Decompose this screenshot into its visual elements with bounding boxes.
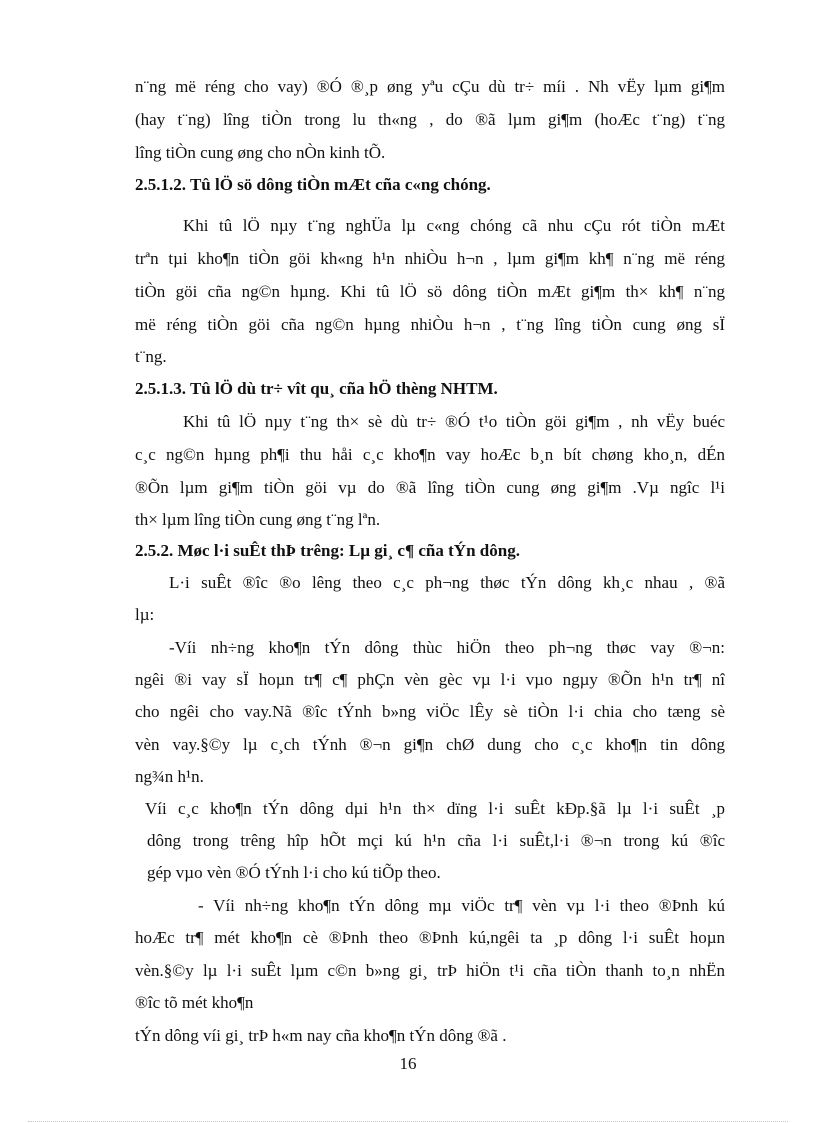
text-line: lîng tiÒn cung øng cho nÒn kinh tÕ. <box>135 143 386 162</box>
text-line: tÝn dông víi gi¸ trÞ h«m nay cña kho¶n tÝn dông ®ã . <box>135 1026 507 1045</box>
text-line: (hay t¨ng) lîng tiÒn trong lu th«ng , do ®ã lµm gi¶m (hoÆc t¨ng) t¨ng <box>135 110 725 129</box>
text-line: gép vµo vèn ®Ó tÝnh l·i cho kú tiÕp theo. <box>147 863 441 882</box>
text-line: ngêi ®i vay sÏ hoµn tr¶ c¶ phÇn vèn gèc vµ l·i vµo ngµy ®Õn h¹n tr¶ nî <box>135 670 725 689</box>
text-line: ®îc tõ mét kho¶n <box>135 993 254 1012</box>
text-line: lµ: <box>135 605 155 624</box>
text-line: më réng tiÒn göi cña ng©n hµng nhiÒu h¬n , t¨ng lîng tiÒn cung øng sÏ <box>135 315 725 334</box>
text-line: vèn vay.§©y lµ c¸ch tÝnh ®¬n gi¶n chØ dung cho c¸c kho¶n tin dông <box>135 735 725 754</box>
text-line: trªn tµi kho¶n tiÒn göi kh«ng h¹n nhiÒu h¬n , lµm gi¶m kh¶ n¨ng më réng <box>135 249 725 268</box>
text-line: n¨ng më réng cho vay) ®Ó ®¸p øng yªu cÇu dù tr÷ míi . Nh vËy lµm gi¶m <box>135 77 725 96</box>
text-line: Khi tû lÖ nµy t¨ng th× sè dù tr÷ ®Ó t¹o tiÒn göi gi¶m , nh vËy buéc <box>183 412 725 431</box>
text-line: ng¾n h¹n. <box>135 767 204 786</box>
text-line: t¨ng. <box>135 347 167 366</box>
page-bottom-divider <box>28 1121 788 1122</box>
text-line: th× lµm lîng tiÒn cung øng t¨ng lªn. <box>135 510 381 529</box>
text-line: vèn.§©y lµ l·i suÊt lµm c©n b»ng gi¸ trÞ hiÖn t¹i cña tiÒn thanh to¸n nhËn <box>135 961 725 980</box>
section-heading: 2.5.2. Møc l·i suÊt thÞ trêng: Lµ gi¸ c¶ cña tÝn dông. <box>135 541 520 560</box>
text-line: ®Õn lµm gi¶m tiÒn göi vµ do ®ã lîng tiÒn cung øng gi¶m .Vµ ngîc l¹i <box>135 478 725 497</box>
text-line: L·i suÊt ®îc ®o lêng theo c¸c ph¬ng thøc tÝn dông kh¸c nhau , ®ã <box>169 573 725 592</box>
text-line: Víi c¸c kho¶n tÝn dông dµi h¹n th× dïng l·i suÊt kÐp.§ã lµ l·i suÊt ¸p <box>145 799 725 818</box>
text-line: cho ngêi cho vay.Nã ®îc tÝnh b»ng viÖc lÊy sè tiÒn l·i chia cho tæng sè <box>135 702 725 721</box>
page-number: 16 <box>399 1054 417 1073</box>
text-line: tiÒn göi cña ng©n hµng. Khi tû lÖ sö dông tiÒn mÆt gi¶m th× kh¶ n¨ng <box>135 282 725 301</box>
text-line: c¸c ng©n hµng ph¶i thu håi c¸c kho¶n vay hoÆc b¸n bít chøng kho¸n, dÉn <box>135 445 725 464</box>
text-line: - Víi nh÷ng kho¶n tÝn dông mµ viÖc tr¶ vèn vµ l·i theo ®Þnh kú <box>198 896 725 915</box>
section-heading: 2.5.1.2. Tû lÖ sö dông tiÒn mÆt cña c«ng chóng. <box>135 175 491 194</box>
text-line: -Víi nh÷ng kho¶n tÝn dông thùc hiÖn theo ph¬ng thøc vay ®¬n: <box>169 638 725 657</box>
text-line: Khi tû lÖ nµy t¨ng nghÜa lµ c«ng chóng cã nhu cÇu rót tiÒn mÆt <box>183 216 725 235</box>
section-heading: 2.5.1.3. Tû lÖ dù tr÷ vît qu¸ cña hÖ thèng NHTM. <box>135 379 498 398</box>
text-line: hoÆc tr¶ mét kho¶n cè ®Þnh theo ®Þnh kú,ngêi ta ¸p dông l·i suÊt hoµn <box>135 928 725 947</box>
text-line: dông trong trêng hîp hÕt mçi kú h¹n cña l·i suÊt,l·i ®¬n trong kú ®îc <box>147 831 725 850</box>
